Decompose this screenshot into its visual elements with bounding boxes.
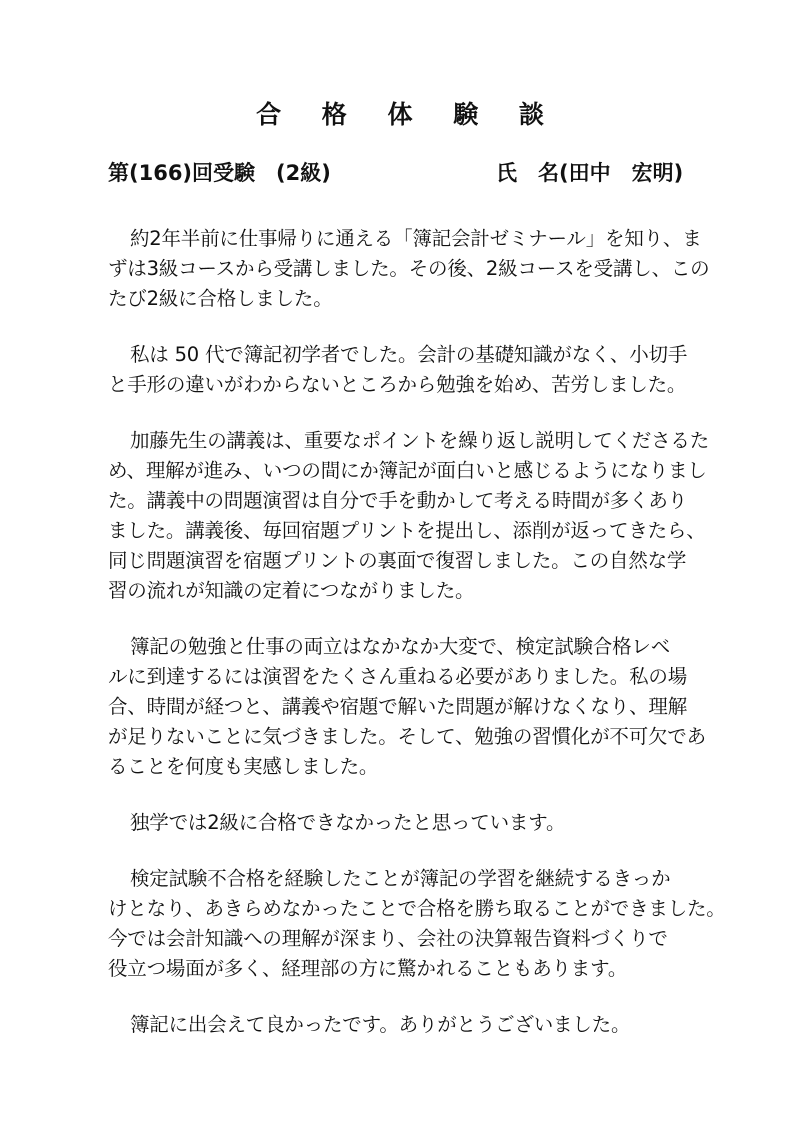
paragraph-line: 今では会計知識への理解が深まり、会社の決算報告資料づくりで bbox=[108, 927, 668, 950]
paragraph-line: と手形の違いがわからないところから勉強を始め、苦労しました。 bbox=[108, 373, 687, 396]
paragraph-line: ずは3級コースから受講しました。その後、2級コースを受講し、この bbox=[108, 257, 710, 280]
paragraph bbox=[108, 426, 710, 606]
paragraph bbox=[108, 808, 698, 838]
paragraph-line: ました。講義後、毎回宿題プリントを提出し、添削が返ってきたら、 bbox=[108, 519, 706, 542]
paragraph-line: 役立つ場面が多く、経理部の方に驚かれることもあります。 bbox=[108, 957, 628, 980]
paragraph-line: た。講義中の問題演習は自分で手を動かして考える時間が多くあり bbox=[108, 489, 688, 512]
paragraph-line: ルに到達するには演習をたくさん重ねる必要がありました。私の場 bbox=[108, 665, 688, 688]
paragraph-line: 同じ問題演習を宿題プリントの裏面で復習しました。この自然な学 bbox=[108, 549, 687, 572]
exam-session-label: 第(166)回受験 (2級) bbox=[108, 161, 331, 185]
paragraph-line: 加藤先生の講義は、重要なポイントを繰り返し説明してくださるた bbox=[130, 429, 710, 452]
paragraph-line: 簿記に出会えて良かったです。ありがとうございました。 bbox=[130, 1013, 631, 1036]
author-name-label: 氏 名(田中 宏明) bbox=[496, 161, 684, 185]
paragraph-line: ることを何度も実感しました。 bbox=[108, 755, 379, 778]
page-title: 合 格 体 験 談 bbox=[256, 100, 560, 129]
paragraph bbox=[108, 1010, 698, 1040]
testimonial-body bbox=[108, 224, 726, 1066]
paragraph bbox=[108, 340, 698, 400]
paragraph bbox=[108, 864, 726, 984]
paragraph bbox=[108, 632, 706, 782]
paragraph-line: 検定試験不合格を経験したことが簿記の学習を継続するきっか bbox=[130, 867, 671, 890]
paragraph-line: 簿記の勉強と仕事の両立はなかなか大変で、検定試験合格レベ bbox=[130, 635, 671, 658]
paragraph-line: たび2級に合格しました。 bbox=[108, 287, 333, 310]
paragraph-line: 約2年半前に仕事帰りに通える「簿記会計ゼミナール」を知り、ま bbox=[130, 227, 702, 250]
paragraph bbox=[108, 224, 710, 314]
paragraph-line: 私は 50 代で簿記初学者でした。会計の基礎知識がなく、小切手 bbox=[130, 343, 688, 366]
paragraph-line: 習の流れが知識の定着につながりました。 bbox=[108, 579, 475, 602]
paragraph-line: 独学では2級に合格できなかったと思っています。 bbox=[130, 811, 566, 834]
paragraph-line: 合、時間が経つと、講義や宿題で解いた問題が解けなくなり、理解 bbox=[108, 695, 688, 718]
paragraph-line: けとなり、あきらめなかったことで合格を勝ち取ることができました。 bbox=[108, 897, 726, 920]
paragraph-line: め、理解が進み、いつの間にか簿記が面白いと感じるようになりまし bbox=[108, 459, 707, 482]
paragraph-line: が足りないことに気づきました。そして、勉強の習慣化が不可欠であ bbox=[108, 725, 706, 748]
